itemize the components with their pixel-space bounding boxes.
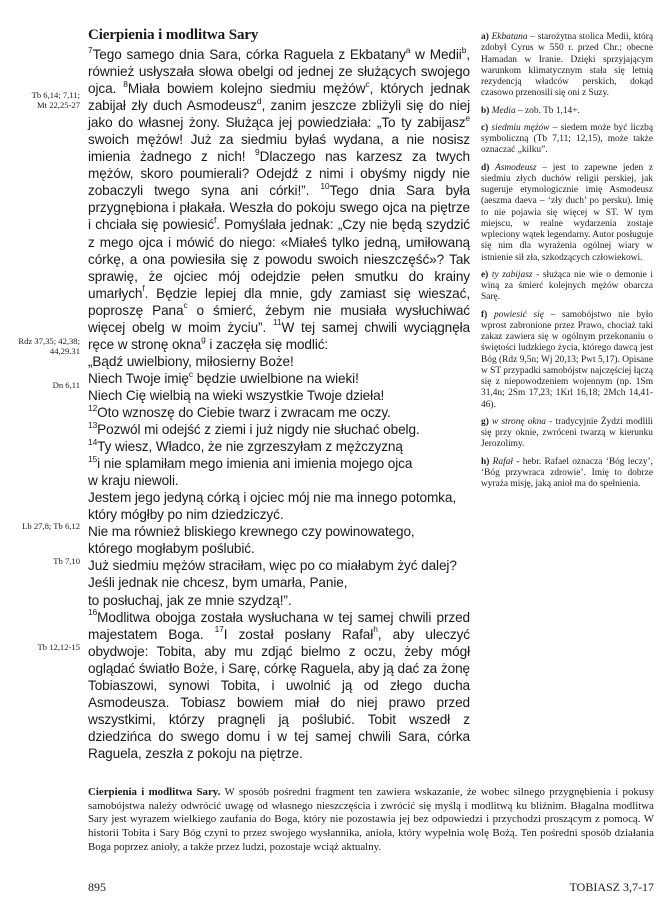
verse-number: 11: [272, 317, 282, 328]
poem-line: [88, 574, 470, 591]
verse-text: którego mogłabym poślubić.: [88, 541, 255, 557]
verse-paragraph-2: [88, 609, 470, 762]
footnote-text: – samobójstwo nie było wprost zabronione przez Prawo, chociaż taki zakaz zawiera się w ogólnym przekonaniu o świętości ludzkiego życia, którego dawcą jest Bóg (Rdz 9,5n; Wj 20,13; Pwt 5,17). Opisane w ST przypadki samobójstw najczęściej łączą się z niepowodzeniem wojennym (np. 1Sm 31,4n; 2Sm 17,23; 1Krl 16,18; 2Mch 14,41-46).: [481, 309, 653, 410]
verse-number: 12: [88, 402, 98, 413]
footnote-term: Asmodeusz: [495, 162, 537, 173]
verse-text: Już siedmiu mężów straciłam, więc po co miałabym żyć dalej?: [88, 558, 457, 574]
verse-text: Dlaczego nas karzesz za twych mężów, skoro poumierali? Odejdź z nimi i obyśmy nigdy nie zobaczyli twego syna ani córki!”.: [88, 149, 470, 199]
footnote-marker: b: [461, 44, 467, 55]
footnote: [481, 417, 653, 451]
footnote-term: powiesić się: [493, 309, 544, 320]
verse-number: 17: [214, 624, 224, 635]
verse-text: i nie splamiłam mego imienia ani imienia mojego ojca: [97, 456, 413, 472]
verse-number: 10: [320, 181, 330, 192]
verse-text: , zanim jeszcze zbliżyli się do niej jako do własnej żony. Służąca jej powiedziała: „To ty zabijasz: [88, 98, 470, 131]
verse-text: Jestem jego jedyną córką i ojciec mój nie ma innego potomka,: [88, 490, 457, 506]
footnote-text: – siedem może być liczbą symboliczną (Tb 7,11; 12,15), może także oznaczać „kilku”.: [481, 122, 654, 156]
xref: Tb 6,14; 7,11;: [31, 90, 80, 100]
footnote-marker: h: [373, 624, 378, 635]
verse-text: w kraju niewoli.: [88, 473, 179, 489]
footnote-marker: c: [188, 368, 194, 379]
poem-line: [88, 506, 470, 523]
footnote-label: a): [481, 32, 489, 42]
footnote-text: - tradycyjnie Żydzi modlili się przy oknie, zwróceni twarzą w kierunku Jerozolimy.: [481, 416, 654, 450]
verse-text: . Będzie lepiej dla mnie, gdy zamiast się wieszać, poproszę Pana: [88, 285, 470, 318]
footnote-marker: c: [183, 300, 188, 311]
verse-text: I został posłany Rafał: [223, 626, 374, 642]
running-head: TOBIASZ 3,7-17: [569, 880, 654, 894]
verse-paragraph-1: [88, 46, 470, 353]
verse-text: swoich mężów! Już za siedmiu byłaś wydana, a nie nosisz imienia żadnego z nich!: [88, 132, 470, 165]
commentary-text: W sposób pośredni fragment ten zawiera wskazanie, że wobec silnego przygnębienia i pokusy samobójstwa należy odwrócić uwagę od własnego nieszczęścia i zwrócić się myślą i modlitwą ku bliźnim. Błagalna modlitwa Sary jest wyrazem wielkiego zaufania do Boga, który nie pozostawia jej bez odpowiedzi i przychodzi proszącym z pomocą. W historii Tobita i Sary Bóg czyni to przez swojego wysłannika, anioła, który wypełnia wolę Bożą. Ten pośredni sposób działania Boga poprzez anioły, a także przez ludzi, pozostaje wciąż aktualny.: [88, 786, 654, 853]
verse-text: Niech Cię wielbią na wieki wszystkie Twoje dzieła!: [88, 387, 385, 403]
verse-text: , również usłyszała słowa obelgi od jednej ze służących swojego ojca.: [88, 47, 470, 97]
footnote: [481, 163, 653, 264]
verse-text: o śmierć, żebym nie musiała wysłuchiwać więcej obelg w moim życiu”.: [88, 302, 470, 335]
poem-line: [88, 489, 470, 506]
xref: Rdz 37,35; 42,38;: [18, 336, 80, 346]
prayer-poem: [88, 353, 470, 609]
verse-text: Nie ma również bliskiego krewnego czy powinowatego,: [88, 524, 415, 540]
footnote-label: d): [481, 162, 490, 173]
poem-line: [88, 421, 470, 438]
verse-text: Modlitwa obojga została wysłuchana w tej samej chwili przed majestatem Boga.: [88, 609, 470, 642]
verse-text: Tego samego dnia Sara, córka Raguela z Ekbatany: [92, 47, 406, 62]
footnote-marker: c: [365, 78, 370, 89]
footnote: [481, 270, 653, 304]
verse-text: Oto wznoszę do Ciebie twarz i zwracam me oczy.: [97, 404, 391, 420]
footnote-marker: a: [405, 44, 411, 55]
verse-text: to posłuchaj, jak ze mnie szydzą!”.: [88, 592, 292, 608]
section-heading: Cierpienia i modlitwa Sary: [88, 27, 259, 43]
footnotes: [481, 32, 653, 496]
footnote: [481, 106, 653, 117]
footnote-marker: d: [256, 95, 262, 106]
verse-text: , których jednak zabijał zły duch Asmodeusz: [88, 81, 470, 114]
poem-line: [88, 387, 470, 404]
poem-line: [88, 438, 470, 455]
verse-number: 14: [88, 436, 98, 447]
footnote-label: e): [481, 269, 489, 280]
xref: Tb 7,10: [53, 556, 80, 566]
footnote: [481, 123, 653, 157]
poem-line: [88, 455, 470, 472]
verse-text: który mógłby po nim dziedziczyć.: [88, 507, 284, 523]
footnote-label: g): [481, 416, 489, 427]
verse-text: Tego dnia Sara była przygnębiona i płakała. Weszła do pokoju swego ojca na piętrze i chciała się powiesić: [88, 183, 470, 233]
poem-line: [88, 472, 470, 489]
verse-text: i zaczęła się modlić:: [205, 336, 329, 352]
poem-line: [88, 404, 470, 421]
verse-text: „Bądź uwielbiony, miłosierny Boże!: [88, 353, 294, 369]
verse-number: 7: [88, 44, 93, 55]
verse-text: w Medii: [410, 47, 462, 62]
footnote-label: c): [481, 122, 489, 133]
footnote-marker: g: [201, 334, 206, 345]
verse-text: . Pomyślała jednak: „Czy nie będą szydzić z mego ojca i mówić do niego: «Miałeś tylko jedną, umiłowaną córkę, a ona powiesiła się z powodu swoich nieszczęść»? Tak sprawię, że ojciec mój odejdzie pełen smutku do krainy umarłych: [88, 217, 470, 301]
footnote-text: - służąca nie wie o demonie i winą za śmierć kolejnych mężów obarcza Sarę.: [481, 269, 653, 303]
footnote-label: h): [481, 456, 490, 467]
verse-text: Miała bowiem kolejno siedmiu mężów: [127, 81, 366, 97]
footnote-label: b): [481, 105, 490, 116]
footnote-term: Rafał: [492, 456, 513, 467]
footnote-marker: e: [465, 112, 470, 123]
xref: Lb 27,8; Tb 6,12: [22, 521, 80, 531]
xref: 44,29.31: [49, 346, 80, 356]
poem-line: [88, 523, 470, 540]
xref: Tb 12,12-15: [37, 642, 80, 652]
footnote-text: - hebr. Rafael oznacza ‘Bóg leczy’, ‘Bóg przywraca zdrowie’. Imię to dobrze wyraża misję, jaką anioł ma do spełnienia.: [481, 456, 654, 489]
verse-text: będzie uwielbione na wieki!: [193, 370, 359, 386]
footnote-label: f): [481, 309, 488, 320]
footnote: [481, 310, 653, 411]
footnote-text: – starożytna stolica Medii, którą zdobył Cyrus w 550 r. przed Chr.; obecne Hamadan w Iranie. Dzięki sprzyjającym warunkom klimatycznym stała się letnią rezydencją władców perskich, dokąd czasowo przenosili się oni z Suzy.: [481, 32, 654, 99]
verse-number: 13: [88, 419, 98, 430]
verse-text: , aby uleczyć obydwoje: Tobita, aby mu zdjąć bielmo z oczu, żeby mógł oglądać światło Boże, i Sarę, córkę Raguela, aby ją dać za żonę Tobiaszowi, synowi Tobita, i uwolnić ją od złego ducha Asmodeusza. Tobiasz bowiem miał do niej prawo przed wszystkimi, którzy pragnęli ją poślubić. Tobit wszedł z dziedzińca do swego domu i w tej samej chwili Sara, córka Raguela, zeszła z pokoju na piętrze.: [88, 626, 470, 761]
verse-text: Pozwól mi odejść z ziemi i już nigdy nie słuchać obelg.: [97, 422, 420, 438]
poem-line: [88, 353, 470, 370]
footnote-term: Media: [491, 105, 516, 116]
xref: Mt 22,25-27: [37, 100, 80, 110]
footnote: [481, 32, 653, 100]
verse-number: 8: [123, 78, 128, 89]
commentary: [88, 786, 654, 855]
footnote-term: ty zabijasz: [491, 269, 533, 280]
poem-line: [88, 540, 470, 557]
commentary-title: Cierpienia i modlitwa Sary.: [88, 786, 221, 798]
footnote-marker: f: [213, 215, 217, 226]
poem-line: [88, 370, 470, 387]
footnote-term: siedmiu mężów: [491, 122, 550, 133]
poem-line: [88, 557, 470, 574]
footnote-marker: f: [142, 283, 145, 294]
page-number: 895: [88, 880, 106, 894]
verse-text: Niech Twoje imię: [88, 370, 189, 386]
footnote-term: Ekbatana: [491, 32, 528, 42]
footnote-term: w stronę okna: [492, 416, 546, 427]
verse-number: 15: [88, 453, 98, 464]
xref: Dn 6,11: [52, 380, 80, 390]
poem-line: [88, 592, 470, 609]
footnote-text: – jest to zapewne jeden z siedmiu złych duchów religii perskiej, jak sugeruje etymologicznie imię Asmodeusz (aeszma daeva – ‘zły duch’ po persku). Imię to nie pojawia się więcej w ST. W tym miejscu, w realne wydarzenia zostaje wpleciony wątek legendarny. Autor posługuje się nim dla wyrażenia ogólnej wiary w istnienie sił zła, szkodzących człowiekowi.: [481, 162, 654, 263]
verse-number: 9: [255, 146, 260, 157]
footnote-text: – zob. Tb 1,14+.: [515, 105, 580, 116]
footnote: [481, 457, 653, 491]
verse-text: Jeśli jednak nie chcesz, bym umarła, Panie,: [88, 575, 348, 591]
verse-text: W tej samej chwili wyciągnęła ręce w stronę okna: [88, 319, 470, 352]
main-column: [88, 26, 470, 762]
verse-text: Ty wiesz, Władco, że nie zgrzeszyłam z mężczyzną: [97, 439, 403, 455]
verse-number: 16: [88, 607, 98, 618]
